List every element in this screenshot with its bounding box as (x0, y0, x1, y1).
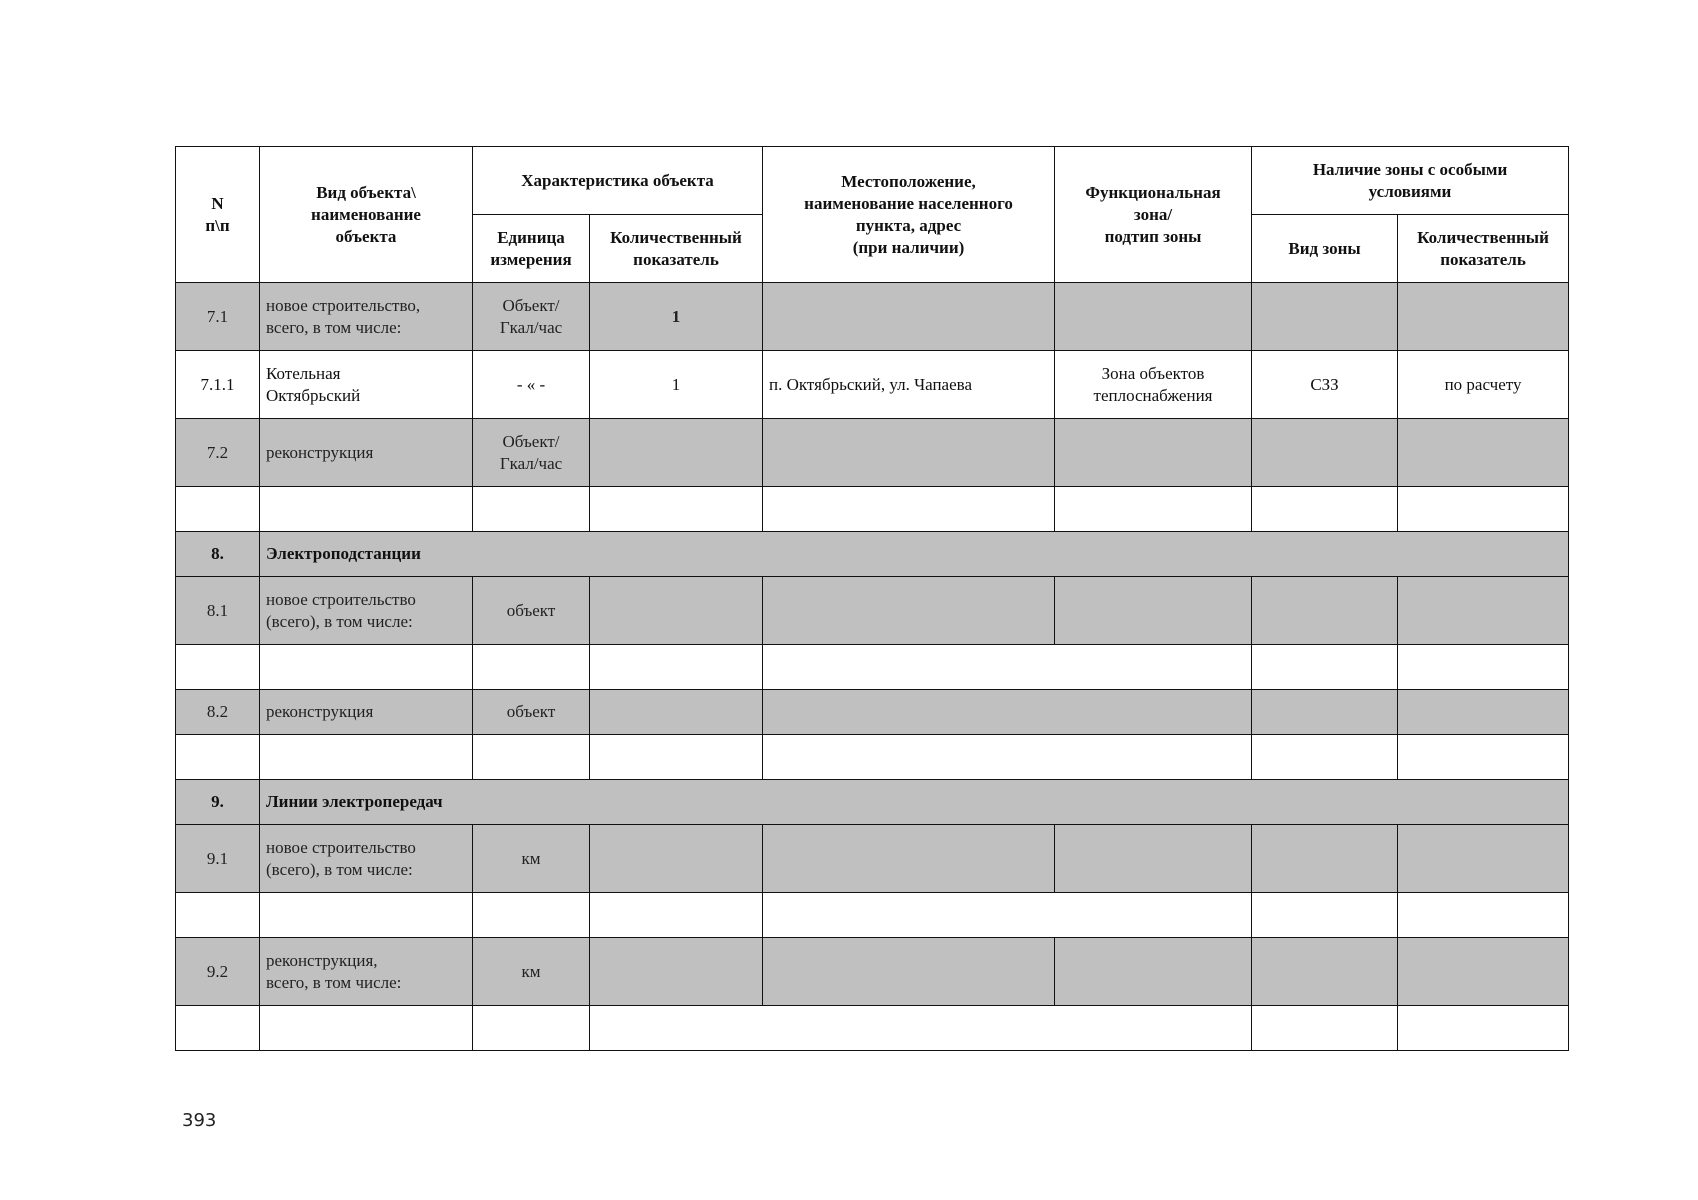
empty-cell (590, 735, 763, 780)
section-row (176, 780, 1569, 825)
empty-cell (176, 893, 260, 938)
empty-cell (1252, 735, 1398, 780)
row-location (763, 690, 1252, 735)
section-title: Линии электропередач (260, 780, 1569, 825)
header-special-zone: Наличие зоны с особыми условиями (1252, 147, 1569, 215)
empty-cell (176, 735, 260, 780)
row-zone-qty (1398, 577, 1569, 645)
header-type-name: Вид объекта\ наименование объекта (260, 147, 473, 283)
row-zone-type (1252, 825, 1398, 893)
header-zone-quantity: Количественный показатель (1398, 215, 1569, 283)
row-zone-qty (1398, 938, 1569, 1006)
empty-cell (473, 645, 590, 690)
objects-table (175, 146, 1569, 1051)
row-name: реконструкция, всего, в том числе: (260, 938, 473, 1006)
row-zone-type (1252, 283, 1398, 351)
row-zone-type (1252, 690, 1398, 735)
empty-cell (260, 487, 473, 532)
row-zone-qty (1398, 419, 1569, 487)
header-functional-zone: Функциональная зона/ подтип зоны (1055, 147, 1252, 283)
row-name: реконструкция (260, 419, 473, 487)
row-zone-type: СЗЗ (1252, 351, 1398, 419)
table-row-empty (176, 487, 1569, 532)
row-unit: Объект/ Гкал/час (473, 283, 590, 351)
row-num: 8.1 (176, 577, 260, 645)
empty-cell (1398, 1006, 1569, 1051)
row-zone (1055, 577, 1252, 645)
empty-cell (590, 1006, 1252, 1051)
row-qty (590, 419, 763, 487)
row-zone (1055, 283, 1252, 351)
table-row (176, 577, 1569, 645)
row-unit: Объект/ Гкал/час (473, 419, 590, 487)
empty-cell (763, 487, 1055, 532)
row-zone-type (1252, 577, 1398, 645)
row-zone-qty (1398, 690, 1569, 735)
row-location (763, 419, 1055, 487)
row-qty: 1 (590, 283, 763, 351)
row-unit: км (473, 825, 590, 893)
row-num: 7.1.1 (176, 351, 260, 419)
row-zone (1055, 419, 1252, 487)
empty-cell (176, 1006, 260, 1051)
row-unit: объект (473, 577, 590, 645)
row-zone-type (1252, 419, 1398, 487)
empty-cell (1055, 487, 1252, 532)
row-name: реконструкция (260, 690, 473, 735)
section-num: 9. (176, 780, 260, 825)
empty-cell (473, 1006, 590, 1051)
empty-cell (1398, 487, 1569, 532)
empty-cell (473, 735, 590, 780)
row-num: 7.1 (176, 283, 260, 351)
empty-cell (473, 893, 590, 938)
empty-cell (590, 645, 763, 690)
empty-cell (1252, 1006, 1398, 1051)
row-name: новое строительство, всего, в том числе: (260, 283, 473, 351)
empty-cell (473, 487, 590, 532)
table-row-empty (176, 1006, 1569, 1051)
empty-cell (260, 645, 473, 690)
empty-cell (590, 487, 763, 532)
row-qty (590, 577, 763, 645)
empty-cell (763, 645, 1252, 690)
section-num: 8. (176, 532, 260, 577)
empty-cell (763, 735, 1252, 780)
row-location: п. Октябрьский, ул. Чапаева (763, 351, 1055, 419)
table-row (176, 419, 1569, 487)
row-zone-type (1252, 938, 1398, 1006)
row-location (763, 577, 1055, 645)
row-name: Котельная Октябрьский (260, 351, 473, 419)
empty-cell (176, 487, 260, 532)
row-unit: - « - (473, 351, 590, 419)
row-qty: 1 (590, 351, 763, 419)
empty-cell (1398, 893, 1569, 938)
table-row-empty (176, 645, 1569, 690)
header-zone-type: Вид зоны (1252, 215, 1398, 283)
row-qty (590, 690, 763, 735)
table-row (176, 690, 1569, 735)
header-unit: Единица измерения (473, 215, 590, 283)
row-zone-qty: по расчету (1398, 351, 1569, 419)
empty-cell (1398, 735, 1569, 780)
empty-cell (1398, 645, 1569, 690)
row-zone (1055, 825, 1252, 893)
row-unit: км (473, 938, 590, 1006)
row-zone (1055, 938, 1252, 1006)
table-row (176, 351, 1569, 419)
row-num: 9.1 (176, 825, 260, 893)
row-zone-qty (1398, 825, 1569, 893)
empty-cell (260, 1006, 473, 1051)
row-num: 8.2 (176, 690, 260, 735)
header-quantity: Количественный показатель (590, 215, 763, 283)
empty-cell (260, 893, 473, 938)
section-row (176, 532, 1569, 577)
table-row (176, 825, 1569, 893)
table-row (176, 938, 1569, 1006)
empty-cell (1252, 487, 1398, 532)
empty-cell (590, 893, 763, 938)
header-num: N п\п (176, 147, 260, 283)
table-row-empty (176, 893, 1569, 938)
empty-cell (763, 893, 1252, 938)
row-zone-qty (1398, 283, 1569, 351)
row-location (763, 938, 1055, 1006)
row-num: 9.2 (176, 938, 260, 1006)
empty-cell (260, 735, 473, 780)
row-zone: Зона объектов теплоснабжения (1055, 351, 1252, 419)
row-location (763, 283, 1055, 351)
row-name: новое строительство (всего), в том числе: (260, 825, 473, 893)
section-title: Электроподстанции (260, 532, 1569, 577)
table-row-empty (176, 735, 1569, 780)
row-name: новое строительство (всего), в том числе: (260, 577, 473, 645)
page-number: 393 (182, 1110, 217, 1131)
row-unit: объект (473, 690, 590, 735)
empty-cell (1252, 645, 1398, 690)
row-num: 7.2 (176, 419, 260, 487)
row-qty (590, 825, 763, 893)
header-row-1 (176, 147, 1569, 215)
empty-cell (176, 645, 260, 690)
header-location: Местоположение, наименование населенного пункта, адрес (при наличии) (763, 147, 1055, 283)
table-row (176, 283, 1569, 351)
empty-cell (1252, 893, 1398, 938)
row-qty (590, 938, 763, 1006)
row-location (763, 825, 1055, 893)
header-characteristics: Характеристика объекта (473, 147, 763, 215)
